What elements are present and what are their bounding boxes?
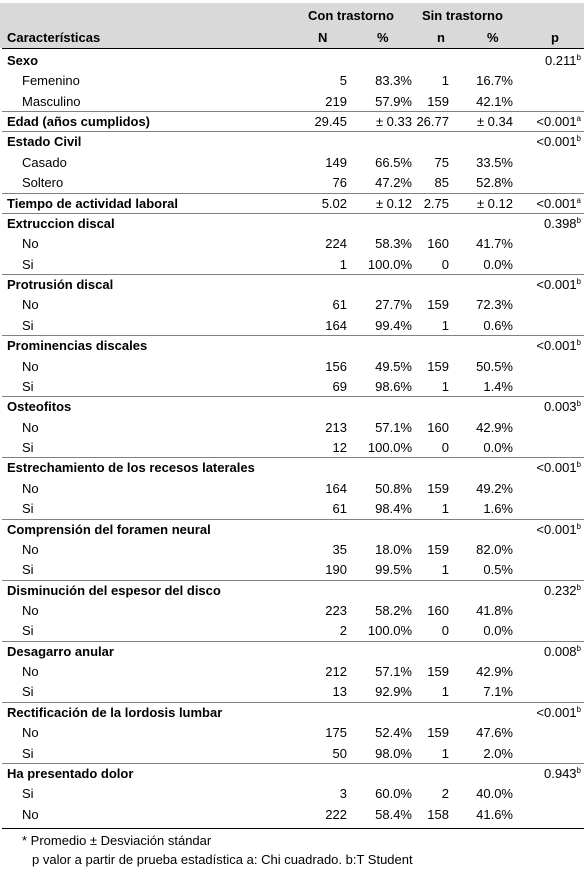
cell-c1: 175 [325, 725, 347, 740]
cell-c3: 1 [441, 562, 449, 577]
section-label: Rectificación de la lordosis lumbar [7, 705, 223, 720]
p-value-superscript: b [576, 277, 581, 286]
cell-c1: 164 [325, 318, 347, 333]
cell-c1: 164 [325, 481, 347, 496]
section-divider [2, 702, 584, 703]
cell-c3: 160 [427, 603, 449, 618]
cell-c1: 2 [339, 623, 347, 638]
cell-c2: 49.5% [375, 359, 412, 374]
cell-c2: 98.6% [375, 379, 412, 394]
cell-c4: ± 0.34 [476, 114, 513, 129]
p-value [500, 583, 581, 599]
subrow-label: Si [22, 379, 34, 394]
subrow-label: Si [22, 786, 34, 801]
cell-c4: 7.1% [483, 684, 513, 699]
subrow-label: Si [22, 440, 34, 455]
column-header-n: n [437, 30, 445, 45]
p-value-number: <0.001 [536, 277, 577, 292]
subrow-label: Si [22, 684, 34, 699]
cell-c1: 12 [332, 440, 347, 455]
cell-c2: ± 0.12 [375, 196, 412, 211]
section-label: Ha presentado dolor [7, 766, 134, 781]
cell-c3: 1 [441, 684, 449, 699]
column-header-pct-sin: % [487, 30, 499, 45]
p-value-number: 0.232 [544, 583, 577, 598]
p-value-superscript: b [576, 705, 581, 714]
cell-c2: 57.1% [375, 420, 412, 435]
cell-c1: 212 [325, 664, 347, 679]
p-value-superscript: b [576, 522, 581, 531]
p-value [500, 766, 581, 782]
p-value-number: 0.003 [544, 399, 577, 414]
column-header-caracteristicas: Características [7, 30, 101, 45]
cell-c1: 224 [325, 236, 347, 251]
subrow-label: Si [22, 318, 34, 333]
p-value-number: <0.001 [536, 196, 577, 211]
section-label: Edad (años cumplidos) [7, 114, 151, 129]
subrow-label: Si [22, 746, 34, 761]
cell-c3: 1 [441, 379, 449, 394]
subrow-label: Femenino [22, 73, 80, 88]
cell-c3: 159 [427, 481, 449, 496]
subrow-label: No [22, 297, 39, 312]
cell-c4: 47.6% [476, 725, 513, 740]
cell-c4: 2.0% [483, 746, 513, 761]
cell-c3: 159 [427, 725, 449, 740]
section-label: Disminución del espesor del disco [7, 583, 221, 598]
cell-c4: 0.0% [483, 623, 513, 638]
subrow-label: Si [22, 501, 34, 516]
section-divider [2, 519, 584, 520]
p-value-superscript: b [576, 338, 581, 347]
p-value-number: <0.001 [536, 338, 577, 353]
cell-c4: 0.0% [483, 257, 513, 272]
cell-c1: 76 [332, 175, 347, 190]
cell-c2: 18.0% [375, 542, 412, 557]
cell-c3: 1 [441, 501, 449, 516]
cell-c3: 159 [427, 664, 449, 679]
p-value-superscript: b [576, 766, 581, 775]
column-header-pct-con: % [377, 30, 389, 45]
cell-c4: ± 0.12 [476, 196, 513, 211]
cell-c3: 1 [441, 73, 449, 88]
section-divider [2, 763, 584, 764]
subrow-label: No [22, 481, 39, 496]
p-value-superscript: b [576, 644, 581, 653]
cell-c3: 2 [441, 786, 449, 801]
p-value [500, 114, 581, 130]
cell-c1: 5 [339, 73, 347, 88]
p-value [500, 277, 581, 293]
cell-c2: 100.0% [367, 623, 412, 638]
cell-c1: 219 [325, 94, 347, 109]
p-value [500, 53, 581, 69]
column-header-p: p [551, 30, 559, 45]
cell-c3: 159 [427, 94, 449, 109]
cell-c2: 66.5% [375, 155, 412, 170]
cell-c4: 0.6% [483, 318, 513, 333]
cell-c4: 50.5% [476, 359, 513, 374]
column-header-N: N [318, 30, 328, 45]
section-divider [2, 335, 584, 336]
subrow-label: No [22, 664, 39, 679]
p-value [500, 399, 581, 415]
cell-c4: 1.4% [483, 379, 513, 394]
section-label: Comprensión del foramen neural [7, 522, 211, 537]
subrow-label: Masculino [22, 94, 81, 109]
cell-c1: 5.02 [321, 196, 347, 211]
section-label: Estado Civil [7, 134, 82, 149]
subrow-label: No [22, 807, 39, 822]
p-value [500, 216, 581, 232]
cell-c3: 160 [427, 420, 449, 435]
subrow-label: Si [22, 562, 34, 577]
header-rule [2, 48, 584, 49]
cell-c2: 58.2% [375, 603, 412, 618]
section-label: Extruccion discal [7, 216, 115, 231]
section-divider [2, 457, 584, 458]
cell-c1: 156 [325, 359, 347, 374]
cell-c1: 29.45 [314, 114, 347, 129]
cell-c1: 1 [339, 257, 347, 272]
p-value-superscript: b [576, 53, 581, 62]
p-value-superscript: b [576, 583, 581, 592]
p-value-number: <0.001 [536, 522, 577, 537]
cell-c3: 0 [441, 257, 449, 272]
section-label: Sexo [7, 53, 39, 68]
cell-c2: 47.2% [375, 175, 412, 190]
section-label: Desagarro anular [7, 644, 114, 659]
cell-c3: 159 [427, 542, 449, 557]
cell-c2: 50.8% [375, 481, 412, 496]
p-value-number: <0.001 [536, 134, 577, 149]
cell-c3: 75 [434, 155, 449, 170]
cell-c2: 58.3% [375, 236, 412, 251]
cell-c4: 16.7% [476, 73, 513, 88]
p-value-number: 0.211 [544, 53, 577, 68]
section-divider [2, 131, 584, 132]
section-divider [2, 111, 584, 112]
p-value-superscript: a [576, 114, 581, 123]
cell-c1: 223 [325, 603, 347, 618]
cell-c4: 72.3% [476, 297, 513, 312]
group-header-con-trastorno: Con trastorno [308, 8, 394, 23]
cell-c1: 213 [325, 420, 347, 435]
cell-c1: 35 [332, 542, 347, 557]
cell-c4: 52.8% [476, 175, 513, 190]
cell-c4: 1.6% [483, 501, 513, 516]
cell-c2: 99.5% [375, 562, 412, 577]
p-value-number: <0.001 [536, 114, 577, 129]
cell-c4: 40.0% [476, 786, 513, 801]
cell-c2: 92.9% [375, 684, 412, 699]
cell-c2: ± 0.33 [375, 114, 412, 129]
subrow-label: No [22, 359, 39, 374]
footnote-promedio: * Promedio ± Desviación stándar [22, 833, 212, 848]
cell-c2: 98.0% [375, 746, 412, 761]
cell-c4: 42.9% [476, 420, 513, 435]
footnote-p-valor: p valor a partir de prueba estadística a: Chi cuadrado. b:T Student [32, 852, 413, 867]
cell-c1: 61 [332, 297, 347, 312]
section-label: Prominencias discales [7, 338, 148, 353]
subrow-label: No [22, 420, 39, 435]
cell-c2: 58.4% [375, 807, 412, 822]
cell-c4: 41.6% [476, 807, 513, 822]
cell-c2: 100.0% [367, 440, 412, 455]
cell-c2: 99.4% [375, 318, 412, 333]
section-label: Estrechamiento de los recesos laterales [7, 460, 255, 475]
p-value-number: 0.398 [544, 216, 577, 231]
p-value-superscript: b [576, 216, 581, 225]
cell-c2: 83.3% [375, 73, 412, 88]
cell-c4: 41.7% [476, 236, 513, 251]
cell-c3: 85 [434, 175, 449, 190]
cell-c3: 1 [441, 318, 449, 333]
cell-c2: 100.0% [367, 257, 412, 272]
section-label: Tiempo de actividad laboral [7, 196, 178, 211]
cell-c4: 0.0% [483, 440, 513, 455]
cell-c3: 160 [427, 236, 449, 251]
cell-c4: 33.5% [476, 155, 513, 170]
cell-c4: 49.2% [476, 481, 513, 496]
section-label: Osteofitos [7, 399, 72, 414]
p-value [500, 522, 581, 538]
cell-c2: 57.1% [375, 664, 412, 679]
p-value [500, 460, 581, 476]
cell-c3: 159 [427, 359, 449, 374]
cell-c3: 0 [441, 623, 449, 638]
cell-c4: 82.0% [476, 542, 513, 557]
subrow-label: No [22, 542, 39, 557]
cell-c1: 13 [332, 684, 347, 699]
cell-c2: 60.0% [375, 786, 412, 801]
subrow-label: No [22, 725, 39, 740]
subrow-label: No [22, 236, 39, 251]
cell-c3: 26.77 [416, 114, 449, 129]
cell-c3: 2.75 [423, 196, 449, 211]
p-value [500, 338, 581, 354]
p-value [500, 705, 581, 721]
cell-c2: 27.7% [375, 297, 412, 312]
cell-c1: 149 [325, 155, 347, 170]
cell-c3: 0 [441, 440, 449, 455]
cell-c3: 1 [441, 746, 449, 761]
p-value [500, 134, 581, 150]
cell-c3: 158 [427, 807, 449, 822]
cell-c1: 50 [332, 746, 347, 761]
p-value [500, 644, 581, 660]
section-divider [2, 213, 584, 214]
cell-c4: 42.1% [476, 94, 513, 109]
section-label: Protrusión discal [7, 277, 114, 292]
cell-c4: 41.8% [476, 603, 513, 618]
section-divider [2, 193, 584, 194]
p-value-superscript: b [576, 134, 581, 143]
cell-c1: 69 [332, 379, 347, 394]
group-header-sin-trastorno: Sin trastorno [422, 8, 503, 23]
cell-c1: 61 [332, 501, 347, 516]
section-divider [2, 274, 584, 275]
p-value-superscript: b [576, 460, 581, 469]
subrow-label: No [22, 603, 39, 618]
subrow-label: Soltero [22, 175, 64, 190]
cell-c1: 190 [325, 562, 347, 577]
cell-c2: 98.4% [375, 501, 412, 516]
cell-c2: 57.9% [375, 94, 412, 109]
subrow-label: Casado [22, 155, 67, 170]
cell-c1: 222 [325, 807, 347, 822]
subrow-label: Si [22, 257, 34, 272]
p-value-number: 0.008 [544, 644, 577, 659]
subrow-label: Si [22, 623, 34, 638]
p-value [500, 196, 581, 212]
section-divider [2, 641, 584, 642]
bottom-rule [2, 828, 584, 829]
p-value-superscript: b [576, 399, 581, 408]
cell-c2: 52.4% [375, 725, 412, 740]
p-value-number: <0.001 [536, 705, 577, 720]
cell-c1: 3 [339, 786, 347, 801]
cell-c3: 159 [427, 297, 449, 312]
cell-c4: 0.5% [483, 562, 513, 577]
cell-c4: 42.9% [476, 664, 513, 679]
section-divider [2, 396, 584, 397]
p-value-number: <0.001 [536, 460, 577, 475]
section-divider [2, 580, 584, 581]
p-value-superscript: a [576, 196, 581, 205]
p-value-number: 0.943 [544, 766, 577, 781]
